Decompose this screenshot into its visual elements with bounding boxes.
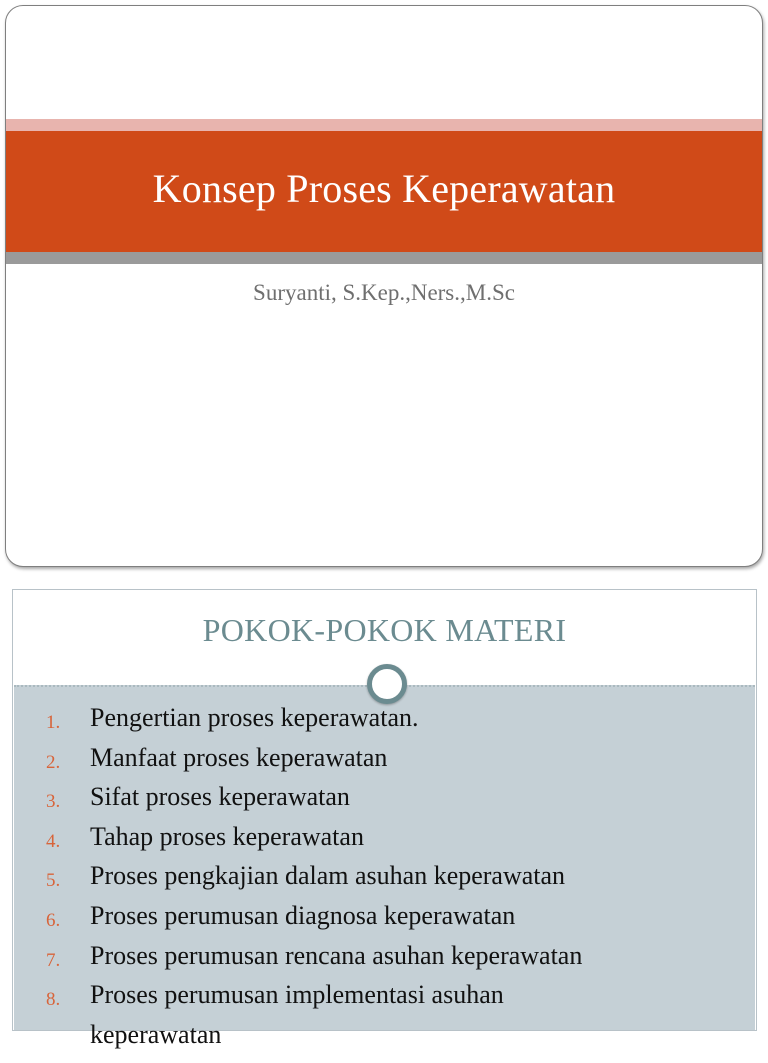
list-item-number: 6.: [46, 909, 61, 931]
outline-heading: POKOK-POKOK MATERI: [202, 612, 567, 648]
title-band-bottom-accent: [6, 252, 762, 264]
title-band: [6, 131, 762, 252]
list-item-number: 4.: [46, 830, 61, 852]
list-item-text: Tahap proses keperawatan: [90, 821, 364, 851]
list-item-number: 1.: [46, 712, 61, 733]
outline-slide: [12, 589, 757, 1049]
list-item-text: Proses perumusan diagnosa keperawatan: [90, 900, 516, 930]
outline-body: [14, 685, 755, 1030]
list-item-number: 8.: [46, 989, 61, 1011]
list-item-text: Manfaat proses keperawatan: [90, 742, 388, 772]
list-item-text: Pengertian proses keperawatan.: [90, 703, 419, 732]
title-band-top-accent: [6, 119, 762, 131]
slide-author: Suryanti, S.Kep.,Ners.,M.Sc: [253, 280, 515, 305]
list-item-text: keperawatan: [90, 1019, 222, 1049]
list-item-number: 2.: [46, 751, 61, 773]
list-item-number: 3.: [46, 791, 61, 813]
list-item-text: Proses perumusan rencana asuhan keperawatan: [90, 940, 583, 970]
slide-title: Konsep Proses Keperawatan: [152, 166, 616, 211]
list-item-text: Proses perumusan implementasi asuhan: [90, 980, 504, 1010]
list-item-text: Proses pengkajian dalam asuhan keperawatan: [90, 861, 566, 891]
list-item-number: 5.: [46, 870, 61, 892]
title-slide: [5, 5, 763, 567]
list-item-text: Sifat proses keperawatan: [90, 782, 350, 812]
list-item-number: 7.: [46, 949, 61, 971]
circle-ornament-icon: [367, 664, 407, 704]
